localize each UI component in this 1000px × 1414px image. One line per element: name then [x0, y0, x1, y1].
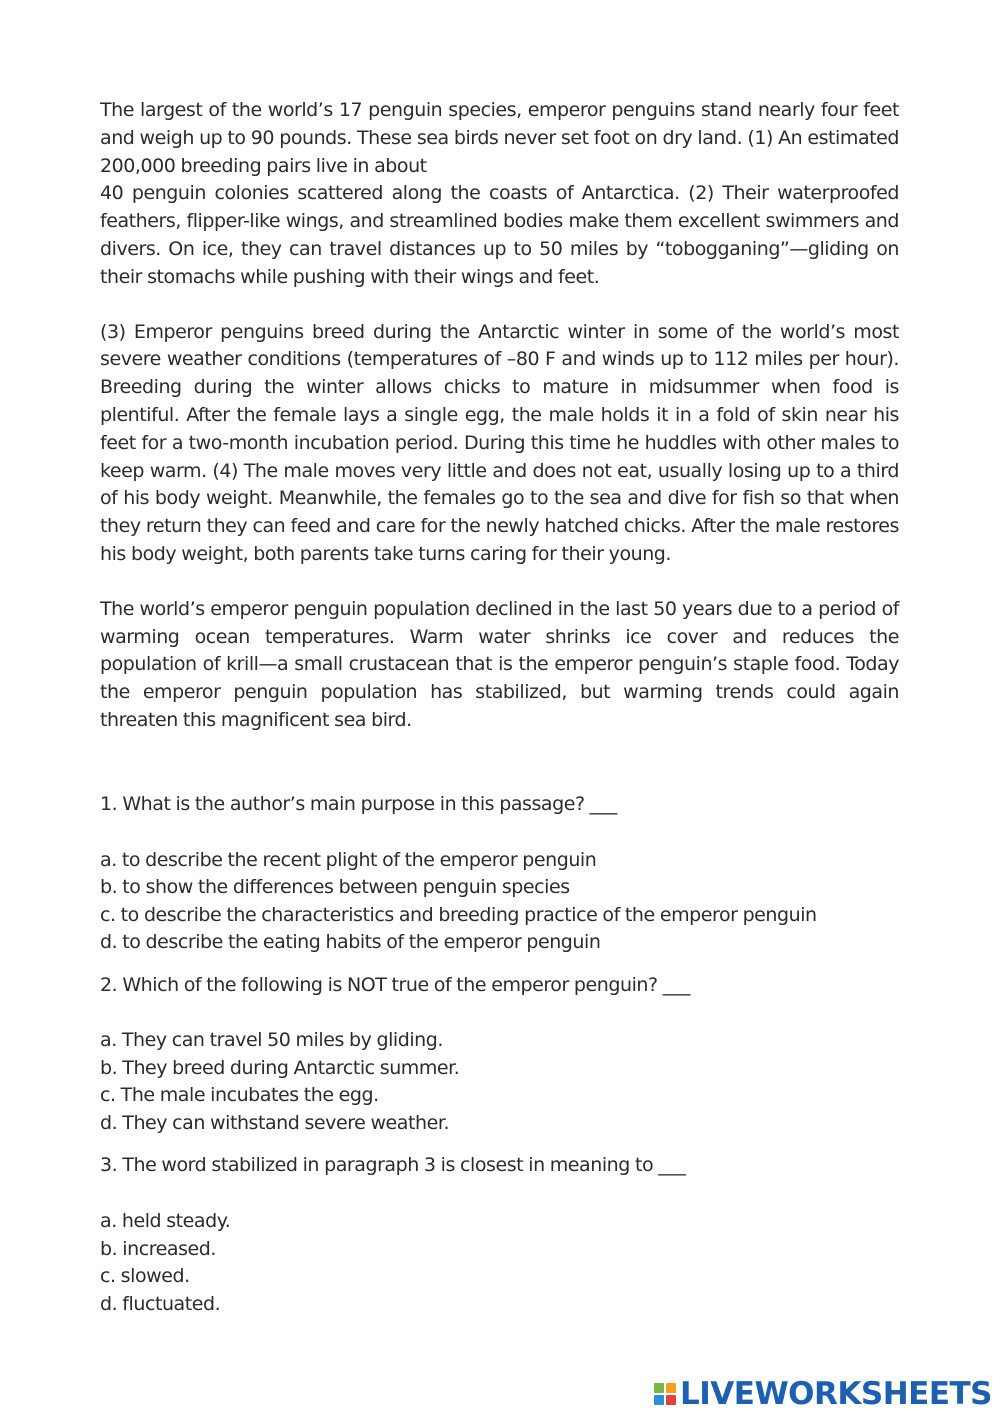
question-3	[100, 1152, 899, 1318]
question-3-option-a: a. held steady.	[100, 1210, 231, 1233]
question-1-option-d: d. to describe the eating habits of the emperor penguin	[100, 931, 601, 954]
logo-mark-square-green	[654, 1383, 664, 1393]
question-2	[100, 972, 899, 1138]
logo-mark-icon	[654, 1383, 676, 1405]
logo-text: LIVEWORKSHEETS	[680, 1376, 992, 1412]
logo-mark-square-red	[666, 1395, 676, 1405]
question-3-text: 3. The word stabilized in paragraph 3 is closest in meaning to ___	[100, 1154, 686, 1177]
logo-mark-square-orange	[666, 1383, 676, 1393]
question-2-option-b: b. They breed during Antarctic summer.	[100, 1056, 460, 1079]
question-1	[100, 791, 899, 957]
passage-paragraph-1	[100, 97, 899, 292]
question-3-option-c: c. slowed.	[100, 1265, 190, 1288]
question-3-option-b: b. increased.	[100, 1237, 216, 1260]
passage-paragraph-1-line-1: The largest of the world’s 17 penguin species, emperor penguins stand nearly four feet and weigh up to 90 pounds. These sea birds never set foot on dry land. (1) An estimated 200,000 breeding pairs live in about	[100, 99, 899, 177]
question-3-options	[100, 1208, 899, 1318]
question-1-option-c: c. to describe the characteristics and breeding practice of the emperor penguin	[100, 903, 817, 926]
question-2-text: 2. Which of the following is NOT true of the emperor penguin? ___	[100, 973, 690, 996]
question-1-options	[100, 847, 899, 957]
passage-paragraph-2: (3) Emperor penguins breed during the Antarctic winter in some of the world’s most severe weather conditions (temperatures of –80 F and winds up to 112 miles per hour). Breeding during the winter allows chicks to mature in midsummer when food is plentiful. After the female lays a single egg, the male holds it in a fold of skin near his feet for a two-month incubation period. During this time he huddles with other males to keep warm. (4) The male moves very little and does not eat, usually losing up to a third of his body weight. Meanwhile, the females go to the sea and dive for fish so that when they return they can feed and care for the newly hatched chicks. After the male restores his body weight, both parents take turns caring for their young.	[100, 320, 899, 565]
question-1-text: 1. What is the author’s main purpose in this passage? ___	[100, 792, 617, 815]
passage-paragraph-1-line-2: 40 penguin colonies scattered along the coasts of Antarctica. (2) Their waterproofed feathers, flipper-like wings, and streamlined bodies make them excellent swimmers and divers. On ice, they can travel distances up to 50 miles by “tobogganing”—gliding on their stomachs while pushing with their wings and feet.	[100, 182, 899, 288]
question-3-option-d: d. fluctuated.	[100, 1292, 221, 1315]
question-2-option-a: a. They can travel 50 miles by gliding.	[100, 1029, 443, 1052]
worksheet-page	[100, 97, 899, 1318]
question-1-option-b: b. to show the differences between penguin species	[100, 876, 570, 899]
liveworksheets-logo	[654, 1374, 992, 1414]
question-2-options	[100, 1027, 899, 1137]
question-2-option-c: c. The male incubates the egg.	[100, 1084, 379, 1107]
question-1-option-a: a. to describe the recent plight of the emperor penguin	[100, 848, 597, 871]
logo-mark-square-blue	[654, 1395, 664, 1405]
passage-paragraph-3: The world’s emperor penguin population declined in the last 50 years due to a period of warming ocean temperatures. Warm water shrinks ice cover and reduces the population of krill—a small crustacean that is the emperor penguin’s staple food. Today the emperor penguin population has stabilized, but warming trends could again threaten this magnificent sea bird.	[100, 597, 899, 731]
question-2-option-d: d. They can withstand severe weather.	[100, 1111, 450, 1134]
